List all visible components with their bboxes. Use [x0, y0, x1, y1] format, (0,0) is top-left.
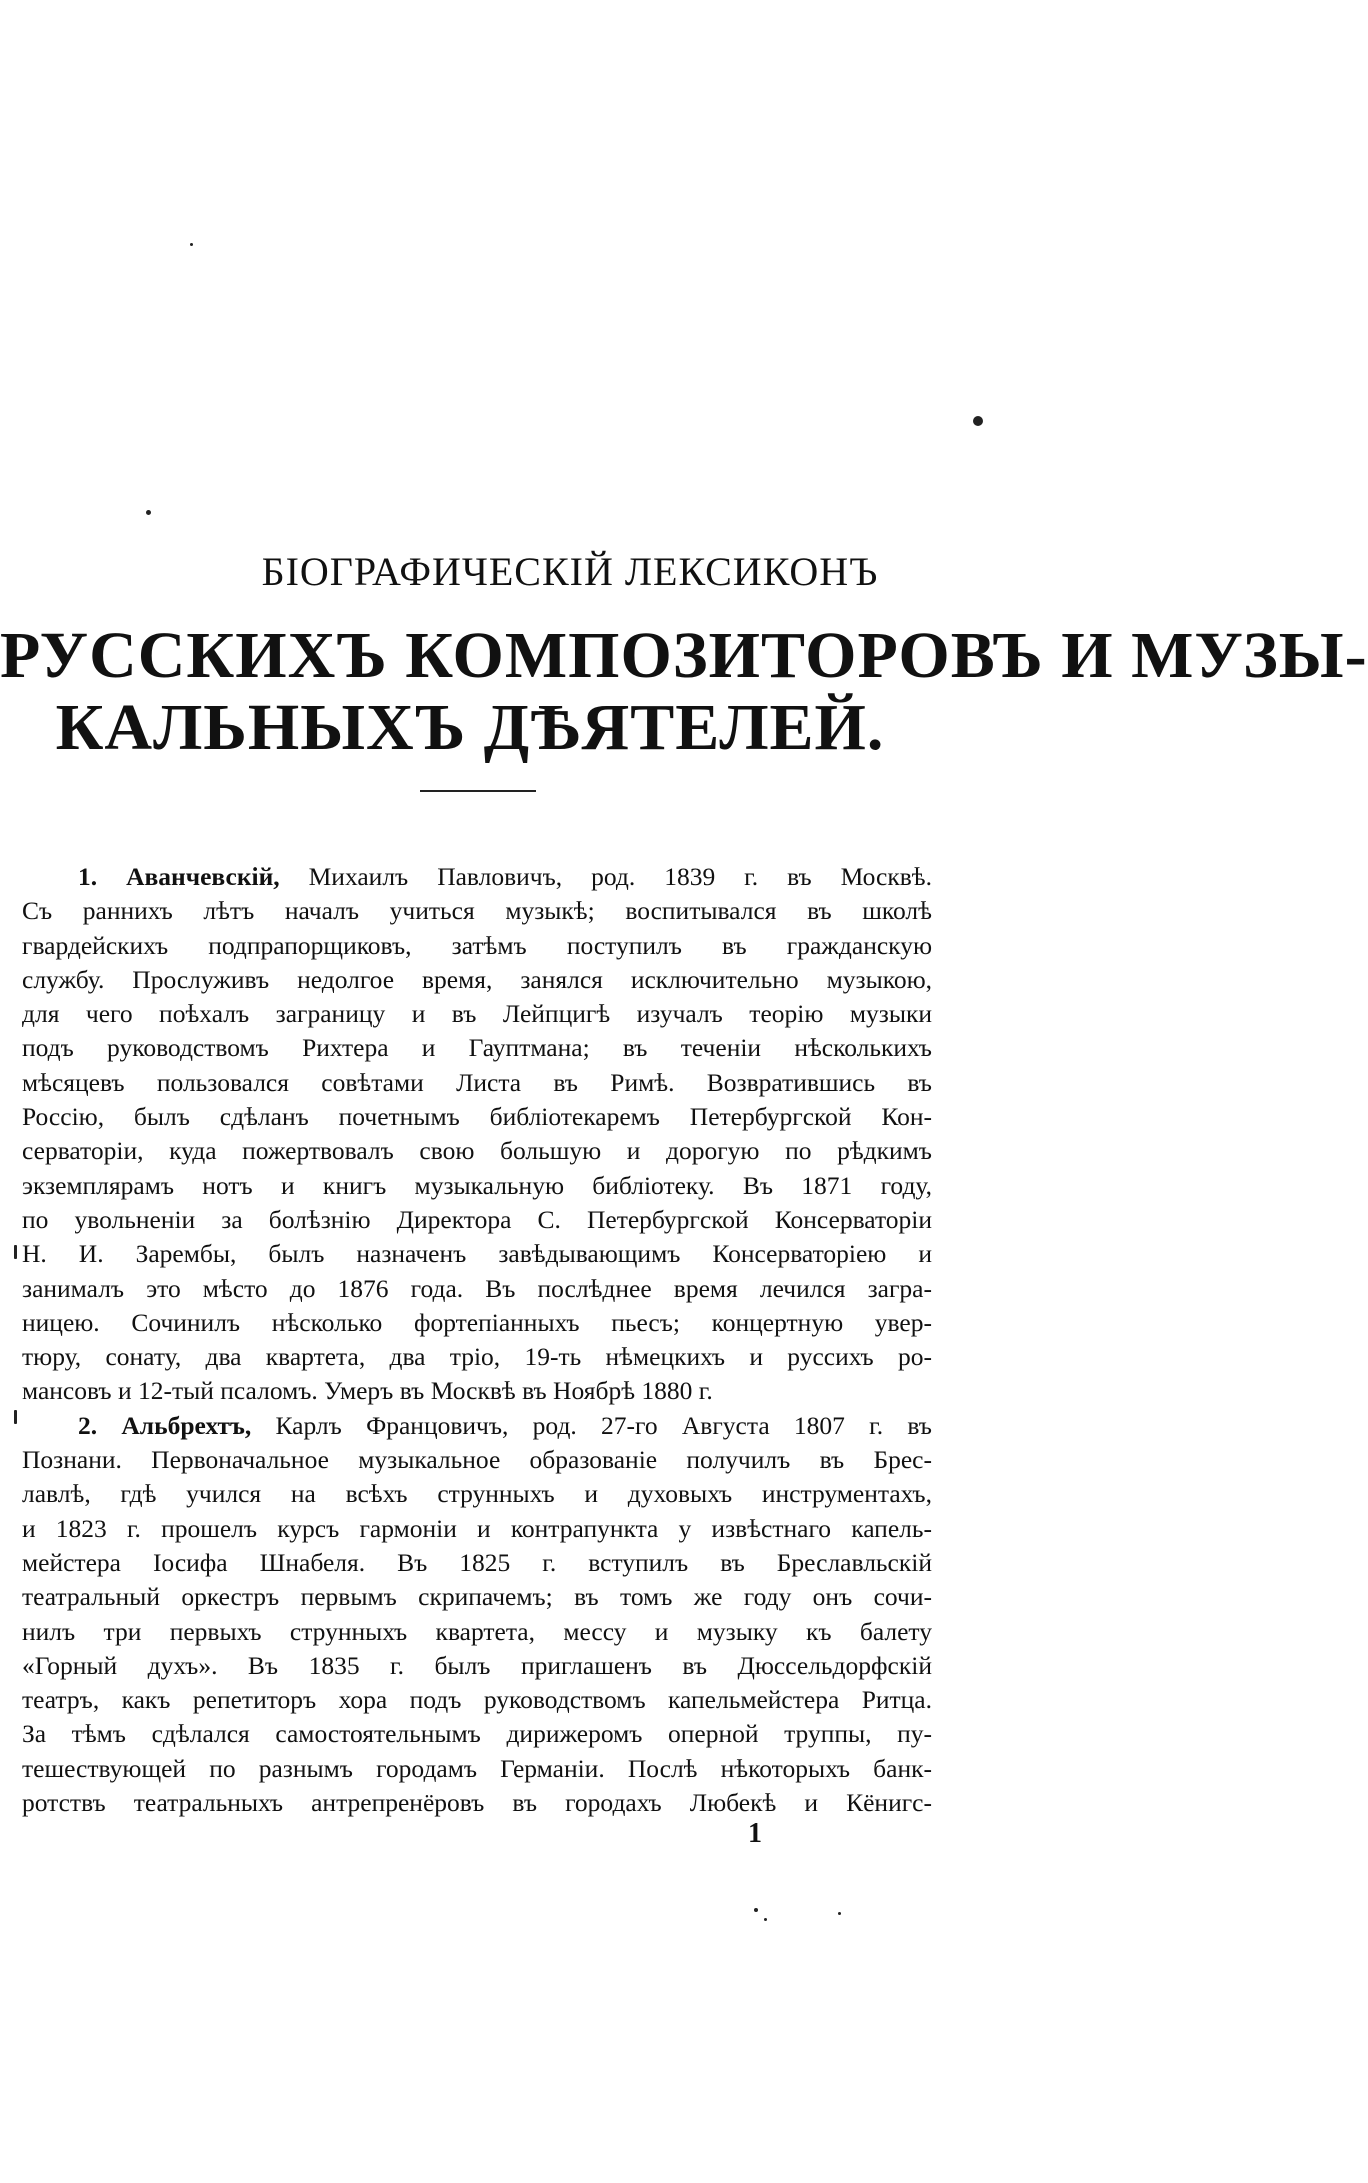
text-line: серваторіи, куда пожертвовалъ свою большую и дорогую по рѣдкимъ: [22, 1136, 932, 1166]
text-line: экземплярамъ нотъ и книгъ музыкальную библіотеку. Въ 1871 году,: [22, 1170, 932, 1200]
scan-speck: [754, 1908, 758, 1912]
text-line: театральный оркестръ первымъ скрипачемъ; въ томъ же году онъ сочи-: [22, 1582, 932, 1612]
scan-speck: [764, 1918, 767, 1921]
text-line: За тѣмъ сдѣлался самостоятельнымъ дирижеромъ оперной труппы, пу-: [22, 1719, 932, 1749]
title-line-1: РУССКИХЪ КОМПОЗИТОРОВЪ И МУЗЫ-: [0, 619, 1368, 692]
scan-speck: [973, 416, 983, 426]
text-line: театръ, какъ репетиторъ хора подъ руководствомъ капельмейстера Ритца.: [22, 1685, 932, 1715]
text-line: Познани. Первоначальное музыкальное образованіе получилъ въ Бреc-: [22, 1445, 932, 1475]
entry-2-first-line: [22, 1409, 932, 1443]
text-line: «Горный духъ». Въ 1835 г. былъ приглашенъ въ Дюссельдорфскій: [22, 1650, 932, 1680]
text-line: подъ руководствомъ Рихтера и Гауптмана; въ теченіи нѣсколькихъ: [22, 1033, 932, 1063]
page-number: 1: [748, 1818, 762, 1849]
text-line: мѣсяцевъ пользовался совѣтами Листа въ Римѣ. Возвратившись въ: [22, 1067, 932, 1097]
scan-speck: [190, 243, 193, 246]
entry-1-first-line: [22, 860, 932, 894]
scan-speck: [14, 1245, 17, 1259]
entry-number: 2.: [78, 1410, 98, 1440]
entry-first-line-text: Карлъ Францовичъ, род. 27-го Августа 1807 г. въ: [251, 1410, 932, 1440]
text-line: гвардейскихъ подпрапорщиковъ, затѣмъ поступилъ въ гражданскую: [22, 930, 932, 960]
text-line: ротствъ театральныхъ антрепренёровъ въ городахъ Любекѣ и Кёнигс-: [22, 1788, 932, 1818]
text-line: нилъ три первыхъ струнныхъ квартета, мессу и музыку къ балету: [22, 1616, 932, 1646]
text-line: службу. Прослуживъ недолгое время, занялся исключительно музыкою,: [22, 964, 932, 994]
text-line: Россію, былъ сдѣланъ почетнымъ библіотекаремъ Петербургской Кон-: [22, 1102, 932, 1132]
text-line: Н. И. Зарембы, былъ назначенъ завѣдывающимъ Консерваторіею и: [22, 1239, 932, 1269]
scan-speck: [838, 1912, 841, 1915]
text-line: тешествующей по разнымъ городамъ Германіи. Послѣ нѣкоторыхъ банк-: [22, 1753, 932, 1783]
text-line: мансовъ и 12-тый псаломъ. Умеръ въ Москвѣ въ Ноябрѣ 1880 г.: [22, 1376, 713, 1406]
entry-number: 1.: [78, 862, 98, 891]
scan-speck: [14, 1410, 17, 1424]
text-line: занималъ это мѣсто до 1876 года. Въ послѣднее время лечился загра-: [22, 1273, 932, 1303]
lexicon-subtitle: БІОГРАФИЧЕСКІЙ ЛЕКСИКОНЪ: [261, 549, 879, 594]
title-line-2: КАЛЬНЫХЪ ДѢЯТЕЛЕЙ.: [55, 691, 885, 764]
scan-speck: [146, 510, 151, 515]
title-divider: [420, 790, 536, 792]
text-line: ницею. Сочинилъ нѣсколько фортепіанныхъ пьесъ; концертную увер-: [22, 1307, 932, 1337]
text-line: по увольненіи за болѣзнію Директора С. Петербургской Консерваторіи: [22, 1204, 932, 1234]
entry-name: Аванчевскій,: [126, 862, 280, 891]
entry-name: Альбрехтъ,: [121, 1410, 252, 1440]
text-line: лавлѣ, гдѣ учился на всѣхъ струнныхъ и духовыхъ инструментахъ,: [22, 1479, 932, 1509]
text-line: мейстера Іосифа Шнабеля. Въ 1825 г. вступилъ въ Бреславльскій: [22, 1547, 932, 1577]
entry-first-line-text: Михаилъ Павловичъ, род. 1839 г. въ Москвѣ.: [279, 862, 933, 891]
text-line: тюру, сонату, два квартета, два тріо, 19-ть нѣмецкихъ и руссихъ ро-: [22, 1342, 932, 1372]
text-line: и 1823 г. прошелъ курсъ гармоніи и контрапункта у извѣстнаго капель-: [22, 1513, 932, 1543]
text-line: для чего поѣхалъ заграницу и въ Лейпцигѣ изучалъ теорію музыки: [22, 999, 932, 1029]
body-text: [22, 860, 932, 1820]
text-line: Съ раннихъ лѣтъ началъ учиться музыкѣ; воспитывался въ школѣ: [22, 896, 932, 926]
